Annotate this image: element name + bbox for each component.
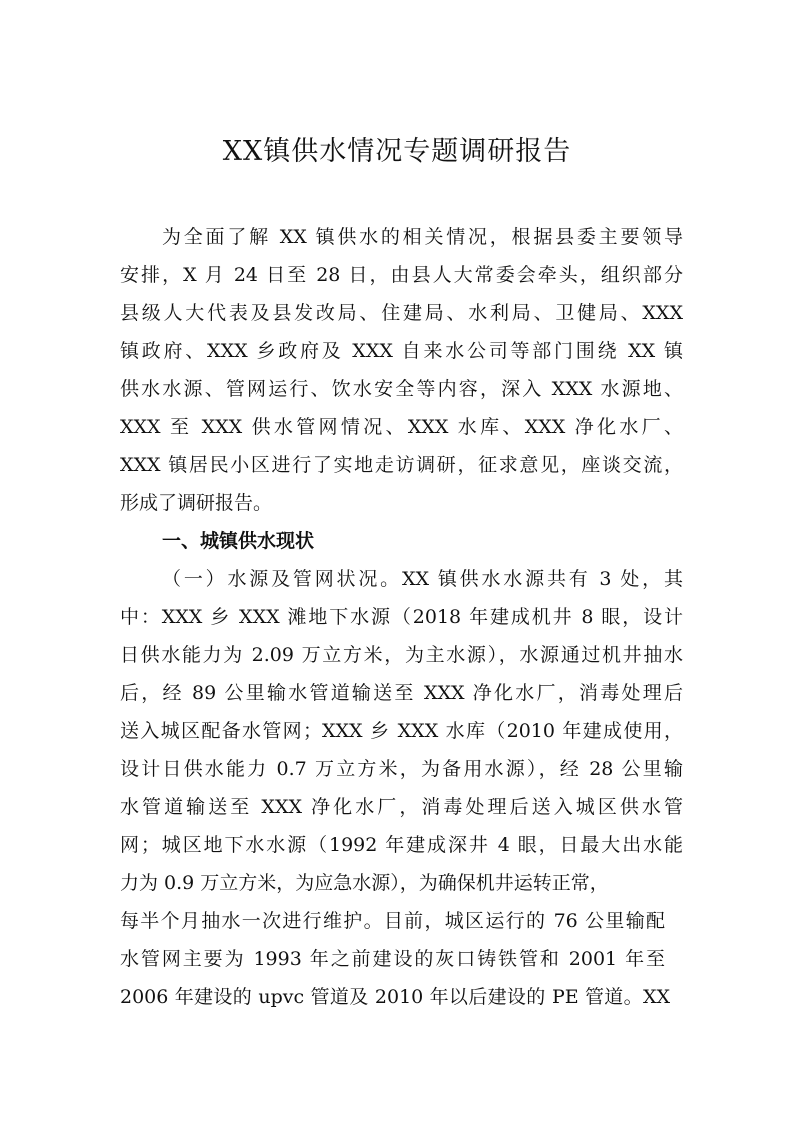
section-line: （一）水源及管网状况。XX 镇供水水源共有 3 处，其 <box>162 568 683 590</box>
section-line: 中：XXX 乡 XXX 滩地下水源（2018 年建成机井 8 眼，设计 <box>120 606 683 628</box>
intro-line: XXX 至 XXX 供水管网情况、XXX 水库、XXX 净化水厂、 <box>120 416 683 438</box>
document-title: XX镇供水情况专题调研报告 <box>222 136 572 167</box>
intro-line: 县级人大代表及县发改局、住建局、水利局、卫健局、XXX <box>120 302 683 324</box>
section-line: 水管网主要为 1993 年之前建设的灰口铸铁管和 2001 年至 <box>120 948 665 970</box>
section-line: 每半个月抽水一次进行维护。目前，城区运行的 76 公里输配 <box>120 910 665 932</box>
intro-line: 镇政府、XXX 乡政府及 XXX 自来水公司等部门围绕 XX 镇 <box>120 340 683 362</box>
intro-line: 形成了调研报告。 <box>120 492 273 514</box>
section-line: 设计日供水能力 0.7 万立方米，为备用水源），经 28 公里输 <box>120 758 683 780</box>
section-line: 后，经 89 公里输水管道输送至 XXX 净化水厂，消毒处理后 <box>120 682 683 704</box>
section-line: 送入城区配备水管网；XXX 乡 XXX 水库（2010 年建成使用， <box>120 720 683 742</box>
intro-line: XXX 镇居民小区进行了实地走访调研，征求意见，座谈交流， <box>120 454 683 476</box>
section-line: 水管道输送至 XXX 净化水厂，消毒处理后送入城区供水管 <box>120 796 683 818</box>
intro-line: 为全面了解 XX 镇供水的相关情况，根据县委主要领导 <box>162 226 683 248</box>
intro-line: 安排，X 月 24 日至 28 日，由县人大常委会牵头，组织部分 <box>120 264 683 286</box>
section-line: 日供水能力为 2.09 万立方米，为主水源），水源通过机井抽水 <box>120 644 683 666</box>
intro-line: 供水水源、管网运行、饮水安全等内容，深入 XXX 水源地、 <box>120 378 683 400</box>
section-line: 网；城区地下水水源（1992 年建成深井 4 眼，日最大出水能 <box>120 834 683 856</box>
section-line: 力为 0.9 万立方米，为应急水源），为确保机井运转正常， <box>120 872 609 894</box>
section-line: 2006 年建设的 upvc 管道及 2010 年以后建设的 PE 管道。XX <box>120 986 670 1008</box>
section-heading: 一、城镇供水现状 <box>162 530 315 552</box>
